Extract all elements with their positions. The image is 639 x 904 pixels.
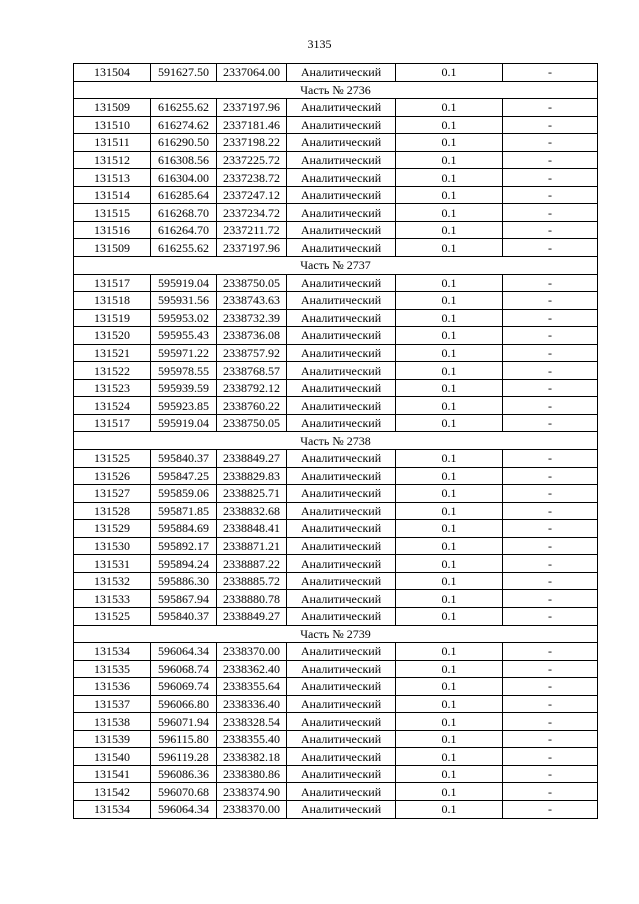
note-cell: - xyxy=(503,572,598,590)
y-coordinate-cell: 2338374.90 xyxy=(217,783,287,801)
table-row xyxy=(74,397,598,415)
method-cell: Аналитический xyxy=(287,748,396,766)
method-cell: Аналитический xyxy=(287,467,396,485)
page-number: 3135 xyxy=(307,37,332,51)
table-row xyxy=(74,537,598,555)
part-header-row xyxy=(74,257,598,275)
accuracy-cell: 0.1 xyxy=(396,274,503,292)
x-coordinate-cell: 595840.37 xyxy=(151,607,217,625)
note-cell: - xyxy=(503,379,598,397)
y-coordinate-cell: 2337234.72 xyxy=(217,204,287,222)
note-cell: - xyxy=(503,467,598,485)
note-cell: - xyxy=(503,344,598,362)
accuracy-cell: 0.1 xyxy=(396,713,503,731)
method-cell: Аналитический xyxy=(287,502,396,520)
point-id-cell: 131514 xyxy=(74,186,151,204)
method-cell: Аналитический xyxy=(287,765,396,783)
note-cell: - xyxy=(503,765,598,783)
note-cell: - xyxy=(503,397,598,415)
note-cell: - xyxy=(503,362,598,380)
table-row xyxy=(74,274,598,292)
method-cell: Аналитический xyxy=(287,590,396,608)
accuracy-cell: 0.1 xyxy=(396,221,503,239)
method-cell: Аналитический xyxy=(287,344,396,362)
x-coordinate-cell: 595955.43 xyxy=(151,327,217,345)
y-coordinate-cell: 2338849.27 xyxy=(217,450,287,468)
point-id-cell: 131529 xyxy=(74,520,151,538)
point-id-cell: 131524 xyxy=(74,397,151,415)
x-coordinate-cell: 595867.94 xyxy=(151,590,217,608)
table-row xyxy=(74,239,598,257)
note-cell: - xyxy=(503,151,598,169)
method-cell: Аналитический xyxy=(287,309,396,327)
point-id-cell: 131540 xyxy=(74,748,151,766)
note-cell: - xyxy=(503,414,598,432)
x-coordinate-cell: 596119.28 xyxy=(151,748,217,766)
note-cell: - xyxy=(503,134,598,152)
x-coordinate-cell: 595931.56 xyxy=(151,292,217,310)
note-cell: - xyxy=(503,678,598,696)
table-row xyxy=(74,204,598,222)
x-coordinate-cell: 595859.06 xyxy=(151,485,217,503)
y-coordinate-cell: 2338382.18 xyxy=(217,748,287,766)
note-cell: - xyxy=(503,502,598,520)
y-coordinate-cell: 2337198.22 xyxy=(217,134,287,152)
accuracy-cell: 0.1 xyxy=(396,99,503,117)
accuracy-cell: 0.1 xyxy=(396,678,503,696)
accuracy-cell: 0.1 xyxy=(396,660,503,678)
y-coordinate-cell: 2338885.72 xyxy=(217,572,287,590)
method-cell: Аналитический xyxy=(287,397,396,415)
x-coordinate-cell: 616285.64 xyxy=(151,186,217,204)
table-row xyxy=(74,572,598,590)
note-cell: - xyxy=(503,99,598,117)
point-id-cell: 131538 xyxy=(74,713,151,731)
point-id-cell: 131523 xyxy=(74,379,151,397)
method-cell: Аналитический xyxy=(287,204,396,222)
x-coordinate-cell: 595886.30 xyxy=(151,572,217,590)
point-id-cell: 131525 xyxy=(74,450,151,468)
note-cell: - xyxy=(503,204,598,222)
point-id-cell: 131534 xyxy=(74,800,151,818)
x-coordinate-cell: 596086.36 xyxy=(151,765,217,783)
x-coordinate-cell: 596071.94 xyxy=(151,713,217,731)
x-coordinate-cell: 595919.04 xyxy=(151,414,217,432)
note-cell: - xyxy=(503,520,598,538)
method-cell: Аналитический xyxy=(287,730,396,748)
y-coordinate-cell: 2337181.46 xyxy=(217,116,287,134)
x-coordinate-cell: 595939.59 xyxy=(151,379,217,397)
y-coordinate-cell: 2337064.00 xyxy=(217,64,287,82)
table-row xyxy=(74,520,598,538)
point-id-cell: 131528 xyxy=(74,502,151,520)
point-id-cell: 131542 xyxy=(74,783,151,801)
y-coordinate-cell: 2338832.68 xyxy=(217,502,287,520)
y-coordinate-cell: 2338736.08 xyxy=(217,327,287,345)
x-coordinate-cell: 616264.70 xyxy=(151,221,217,239)
table-row xyxy=(74,695,598,713)
note-cell: - xyxy=(503,590,598,608)
table-row xyxy=(74,64,598,82)
accuracy-cell: 0.1 xyxy=(396,204,503,222)
point-id-cell: 131516 xyxy=(74,221,151,239)
part-header-label: Часть № 2739 xyxy=(74,625,598,643)
point-id-cell: 131535 xyxy=(74,660,151,678)
x-coordinate-cell: 616304.00 xyxy=(151,169,217,187)
coordinates-table-body xyxy=(74,64,598,819)
part-header-row xyxy=(74,625,598,643)
method-cell: Аналитический xyxy=(287,379,396,397)
accuracy-cell: 0.1 xyxy=(396,748,503,766)
x-coordinate-cell: 595884.69 xyxy=(151,520,217,538)
x-coordinate-cell: 595847.25 xyxy=(151,467,217,485)
x-coordinate-cell: 616255.62 xyxy=(151,99,217,117)
note-cell: - xyxy=(503,783,598,801)
note-cell: - xyxy=(503,169,598,187)
point-id-cell: 131504 xyxy=(74,64,151,82)
point-id-cell: 131532 xyxy=(74,572,151,590)
point-id-cell: 131517 xyxy=(74,274,151,292)
x-coordinate-cell: 595919.04 xyxy=(151,274,217,292)
y-coordinate-cell: 2338887.22 xyxy=(217,555,287,573)
note-cell: - xyxy=(503,239,598,257)
y-coordinate-cell: 2338355.40 xyxy=(217,730,287,748)
accuracy-cell: 0.1 xyxy=(396,239,503,257)
accuracy-cell: 0.1 xyxy=(396,169,503,187)
table-row xyxy=(74,221,598,239)
method-cell: Аналитический xyxy=(287,713,396,731)
x-coordinate-cell: 616255.62 xyxy=(151,239,217,257)
note-cell: - xyxy=(503,64,598,82)
method-cell: Аналитический xyxy=(287,274,396,292)
table-row xyxy=(74,327,598,345)
table-row xyxy=(74,99,598,117)
y-coordinate-cell: 2338370.00 xyxy=(217,643,287,661)
note-cell: - xyxy=(503,327,598,345)
point-id-cell: 131530 xyxy=(74,537,151,555)
y-coordinate-cell: 2338328.54 xyxy=(217,713,287,731)
method-cell: Аналитический xyxy=(287,607,396,625)
x-coordinate-cell: 596070.68 xyxy=(151,783,217,801)
method-cell: Аналитический xyxy=(287,485,396,503)
x-coordinate-cell: 595971.22 xyxy=(151,344,217,362)
note-cell: - xyxy=(503,450,598,468)
point-id-cell: 131536 xyxy=(74,678,151,696)
accuracy-cell: 0.1 xyxy=(396,555,503,573)
accuracy-cell: 0.1 xyxy=(396,643,503,661)
method-cell: Аналитический xyxy=(287,520,396,538)
method-cell: Аналитический xyxy=(287,151,396,169)
point-id-cell: 131537 xyxy=(74,695,151,713)
point-id-cell: 131525 xyxy=(74,607,151,625)
accuracy-cell: 0.1 xyxy=(396,800,503,818)
accuracy-cell: 0.1 xyxy=(396,397,503,415)
point-id-cell: 131509 xyxy=(74,239,151,257)
x-coordinate-cell: 596066.80 xyxy=(151,695,217,713)
y-coordinate-cell: 2338792.12 xyxy=(217,379,287,397)
note-cell: - xyxy=(503,186,598,204)
part-header-row xyxy=(74,432,598,450)
method-cell: Аналитический xyxy=(287,572,396,590)
note-cell: - xyxy=(503,607,598,625)
accuracy-cell: 0.1 xyxy=(396,537,503,555)
accuracy-cell: 0.1 xyxy=(396,186,503,204)
method-cell: Аналитический xyxy=(287,643,396,661)
y-coordinate-cell: 2338849.27 xyxy=(217,607,287,625)
y-coordinate-cell: 2337225.72 xyxy=(217,151,287,169)
accuracy-cell: 0.1 xyxy=(396,327,503,345)
table-row xyxy=(74,765,598,783)
point-id-cell: 131526 xyxy=(74,467,151,485)
point-id-cell: 131534 xyxy=(74,643,151,661)
x-coordinate-cell: 596064.34 xyxy=(151,800,217,818)
table-row xyxy=(74,186,598,204)
accuracy-cell: 0.1 xyxy=(396,695,503,713)
method-cell: Аналитический xyxy=(287,783,396,801)
method-cell: Аналитический xyxy=(287,327,396,345)
note-cell: - xyxy=(503,730,598,748)
method-cell: Аналитический xyxy=(287,221,396,239)
part-header-label: Часть № 2736 xyxy=(74,81,598,99)
point-id-cell: 131519 xyxy=(74,309,151,327)
accuracy-cell: 0.1 xyxy=(396,502,503,520)
method-cell: Аналитический xyxy=(287,414,396,432)
x-coordinate-cell: 616290.50 xyxy=(151,134,217,152)
y-coordinate-cell: 2337247.12 xyxy=(217,186,287,204)
note-cell: - xyxy=(503,713,598,731)
point-id-cell: 131512 xyxy=(74,151,151,169)
y-coordinate-cell: 2337238.72 xyxy=(217,169,287,187)
x-coordinate-cell: 596115.80 xyxy=(151,730,217,748)
table-row xyxy=(74,485,598,503)
note-cell: - xyxy=(503,660,598,678)
y-coordinate-cell: 2338380.86 xyxy=(217,765,287,783)
accuracy-cell: 0.1 xyxy=(396,467,503,485)
point-id-cell: 131509 xyxy=(74,99,151,117)
accuracy-cell: 0.1 xyxy=(396,572,503,590)
table-row xyxy=(74,467,598,485)
x-coordinate-cell: 596064.34 xyxy=(151,643,217,661)
point-id-cell: 131518 xyxy=(74,292,151,310)
table-row xyxy=(74,800,598,818)
accuracy-cell: 0.1 xyxy=(396,116,503,134)
note-cell: - xyxy=(503,537,598,555)
method-cell: Аналитический xyxy=(287,695,396,713)
y-coordinate-cell: 2338743.63 xyxy=(217,292,287,310)
x-coordinate-cell: 616274.62 xyxy=(151,116,217,134)
y-coordinate-cell: 2338355.64 xyxy=(217,678,287,696)
y-coordinate-cell: 2338750.05 xyxy=(217,274,287,292)
table-row xyxy=(74,660,598,678)
method-cell: Аналитический xyxy=(287,800,396,818)
table-row xyxy=(74,502,598,520)
x-coordinate-cell: 595894.24 xyxy=(151,555,217,573)
y-coordinate-cell: 2338336.40 xyxy=(217,695,287,713)
accuracy-cell: 0.1 xyxy=(396,783,503,801)
table-row xyxy=(74,151,598,169)
note-cell: - xyxy=(503,643,598,661)
method-cell: Аналитический xyxy=(287,169,396,187)
accuracy-cell: 0.1 xyxy=(396,520,503,538)
y-coordinate-cell: 2338768.57 xyxy=(217,362,287,380)
table-row xyxy=(74,379,598,397)
point-id-cell: 131517 xyxy=(74,414,151,432)
y-coordinate-cell: 2337211.72 xyxy=(217,221,287,239)
y-coordinate-cell: 2338757.92 xyxy=(217,344,287,362)
method-cell: Аналитический xyxy=(287,186,396,204)
x-coordinate-cell: 596068.74 xyxy=(151,660,217,678)
y-coordinate-cell: 2337197.96 xyxy=(217,99,287,117)
x-coordinate-cell: 595953.02 xyxy=(151,309,217,327)
x-coordinate-cell: 595978.55 xyxy=(151,362,217,380)
table-row xyxy=(74,344,598,362)
point-id-cell: 131521 xyxy=(74,344,151,362)
y-coordinate-cell: 2338370.00 xyxy=(217,800,287,818)
method-cell: Аналитический xyxy=(287,537,396,555)
point-id-cell: 131522 xyxy=(74,362,151,380)
note-cell: - xyxy=(503,695,598,713)
method-cell: Аналитический xyxy=(287,450,396,468)
accuracy-cell: 0.1 xyxy=(396,151,503,169)
method-cell: Аналитический xyxy=(287,116,396,134)
note-cell: - xyxy=(503,221,598,239)
table-row xyxy=(74,134,598,152)
accuracy-cell: 0.1 xyxy=(396,379,503,397)
y-coordinate-cell: 2338880.78 xyxy=(217,590,287,608)
x-coordinate-cell: 616308.56 xyxy=(151,151,217,169)
accuracy-cell: 0.1 xyxy=(396,730,503,748)
accuracy-cell: 0.1 xyxy=(396,450,503,468)
y-coordinate-cell: 2338825.71 xyxy=(217,485,287,503)
x-coordinate-cell: 616268.70 xyxy=(151,204,217,222)
accuracy-cell: 0.1 xyxy=(396,64,503,82)
method-cell: Аналитический xyxy=(287,239,396,257)
table-row xyxy=(74,169,598,187)
method-cell: Аналитический xyxy=(287,660,396,678)
accuracy-cell: 0.1 xyxy=(396,607,503,625)
table-row xyxy=(74,116,598,134)
accuracy-cell: 0.1 xyxy=(396,414,503,432)
table-row xyxy=(74,450,598,468)
note-cell: - xyxy=(503,292,598,310)
table-row xyxy=(74,607,598,625)
accuracy-cell: 0.1 xyxy=(396,134,503,152)
accuracy-cell: 0.1 xyxy=(396,292,503,310)
note-cell: - xyxy=(503,555,598,573)
method-cell: Аналитический xyxy=(287,99,396,117)
method-cell: Аналитический xyxy=(287,678,396,696)
accuracy-cell: 0.1 xyxy=(396,362,503,380)
y-coordinate-cell: 2338848.41 xyxy=(217,520,287,538)
point-id-cell: 131541 xyxy=(74,765,151,783)
note-cell: - xyxy=(503,800,598,818)
point-id-cell: 131515 xyxy=(74,204,151,222)
accuracy-cell: 0.1 xyxy=(396,590,503,608)
y-coordinate-cell: 2338829.83 xyxy=(217,467,287,485)
note-cell: - xyxy=(503,748,598,766)
table-row xyxy=(74,362,598,380)
point-id-cell: 131533 xyxy=(74,590,151,608)
part-header-label: Часть № 2738 xyxy=(74,432,598,450)
point-id-cell: 131531 xyxy=(74,555,151,573)
accuracy-cell: 0.1 xyxy=(396,765,503,783)
table-row xyxy=(74,590,598,608)
method-cell: Аналитический xyxy=(287,292,396,310)
point-id-cell: 131511 xyxy=(74,134,151,152)
table-row xyxy=(74,414,598,432)
point-id-cell: 131513 xyxy=(74,169,151,187)
method-cell: Аналитический xyxy=(287,134,396,152)
point-id-cell: 131539 xyxy=(74,730,151,748)
accuracy-cell: 0.1 xyxy=(396,344,503,362)
note-cell: - xyxy=(503,274,598,292)
point-id-cell: 131510 xyxy=(74,116,151,134)
x-coordinate-cell: 595871.85 xyxy=(151,502,217,520)
method-cell: Аналитический xyxy=(287,555,396,573)
x-coordinate-cell: 596069.74 xyxy=(151,678,217,696)
accuracy-cell: 0.1 xyxy=(396,309,503,327)
note-cell: - xyxy=(503,309,598,327)
y-coordinate-cell: 2338760.22 xyxy=(217,397,287,415)
table-row xyxy=(74,748,598,766)
note-cell: - xyxy=(503,485,598,503)
coordinates-table xyxy=(73,63,598,819)
point-id-cell: 131520 xyxy=(74,327,151,345)
table-row xyxy=(74,292,598,310)
y-coordinate-cell: 2338871.21 xyxy=(217,537,287,555)
part-header-label: Часть № 2737 xyxy=(74,257,598,275)
y-coordinate-cell: 2338732.39 xyxy=(217,309,287,327)
table-row xyxy=(74,555,598,573)
part-header-row xyxy=(74,81,598,99)
x-coordinate-cell: 591627.50 xyxy=(151,64,217,82)
table-row xyxy=(74,309,598,327)
x-coordinate-cell: 595840.37 xyxy=(151,450,217,468)
method-cell: Аналитический xyxy=(287,362,396,380)
table-row xyxy=(74,643,598,661)
x-coordinate-cell: 595892.17 xyxy=(151,537,217,555)
y-coordinate-cell: 2338362.40 xyxy=(217,660,287,678)
point-id-cell: 131527 xyxy=(74,485,151,503)
table-row xyxy=(74,678,598,696)
accuracy-cell: 0.1 xyxy=(396,485,503,503)
y-coordinate-cell: 2338750.05 xyxy=(217,414,287,432)
note-cell: - xyxy=(503,116,598,134)
table-row xyxy=(74,730,598,748)
x-coordinate-cell: 595923.85 xyxy=(151,397,217,415)
table-row xyxy=(74,783,598,801)
method-cell: Аналитический xyxy=(287,64,396,82)
table-row xyxy=(74,713,598,731)
y-coordinate-cell: 2337197.96 xyxy=(217,239,287,257)
